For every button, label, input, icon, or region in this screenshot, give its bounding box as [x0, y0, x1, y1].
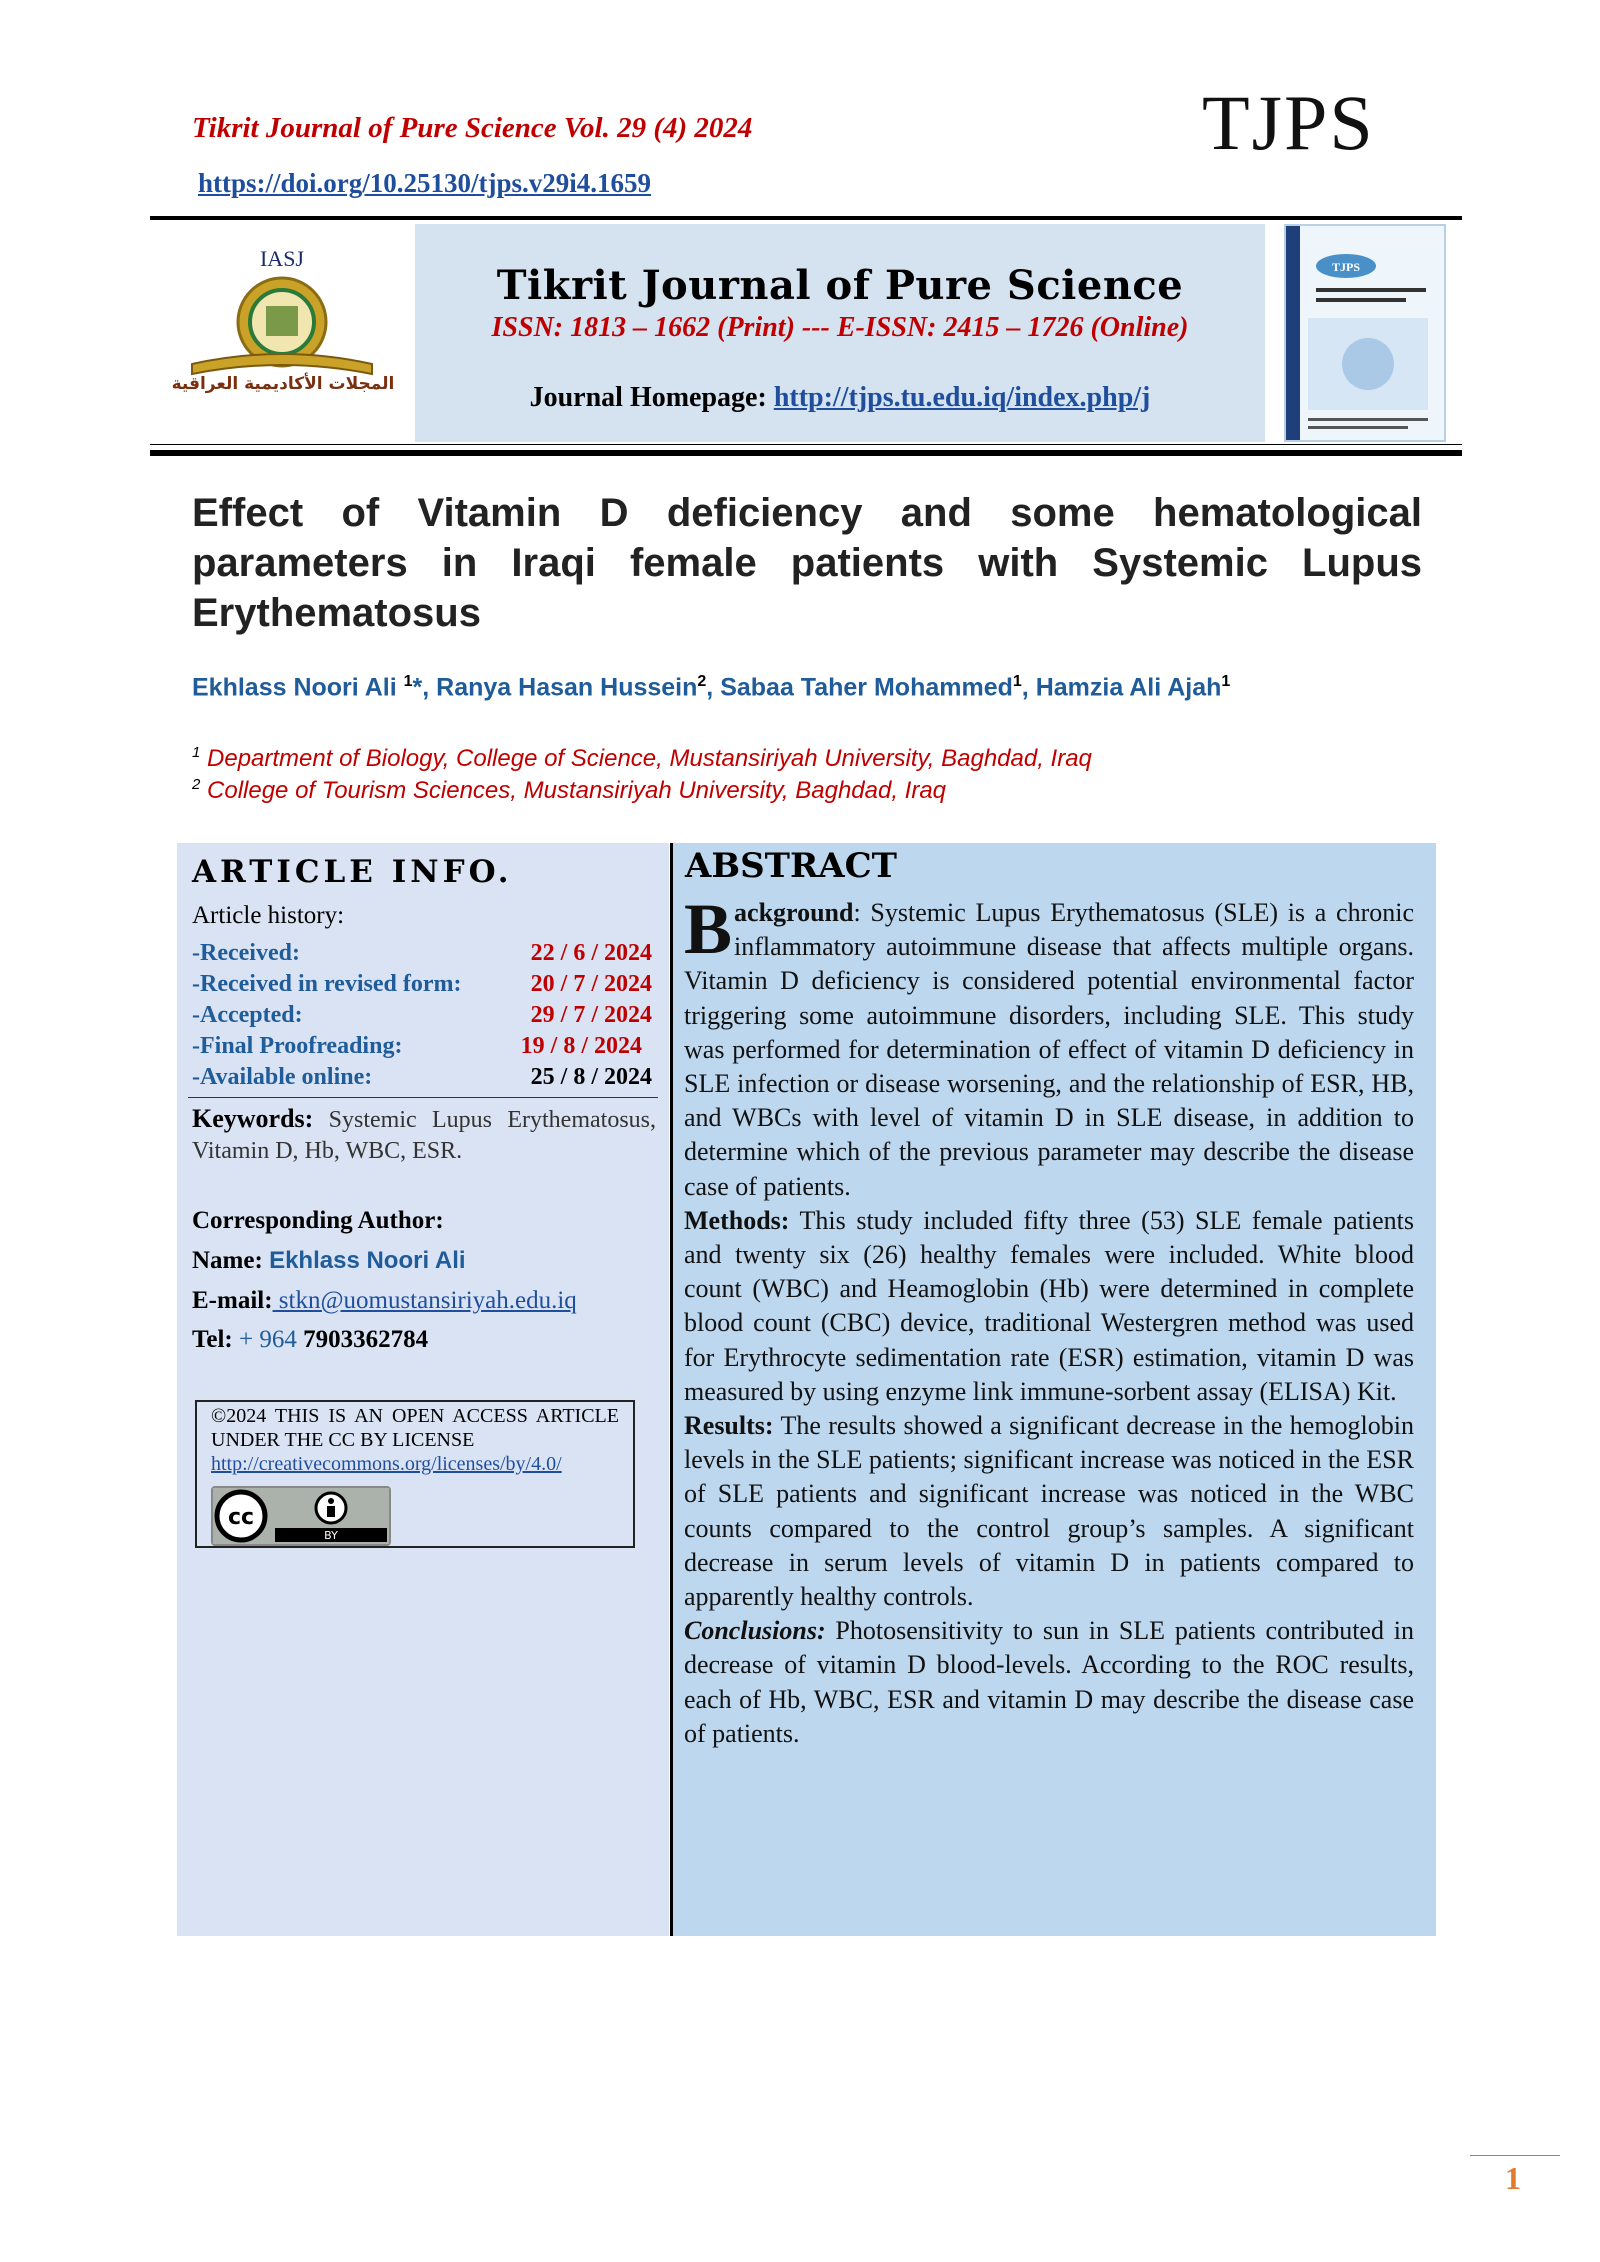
paper-title: Effect of Vitamin D deficiency and some hematological parameters in Iraqi female patients with Systemic Lupus Erythematosus — [192, 491, 1422, 635]
journal-abbrev-mark: TJPS — [1202, 79, 1375, 166]
background-label: ackground — [734, 898, 854, 927]
history-date: 19 / 8 / 2024 — [520, 1033, 642, 1059]
affiliation-sup: 2 — [192, 776, 201, 793]
affiliation-sup: 1 — [192, 744, 201, 761]
header-rule-top — [150, 216, 1462, 220]
page-number-rule — [1470, 2155, 1560, 2156]
info-divider — [188, 1097, 658, 1098]
article-history-label: Article history: — [192, 902, 345, 929]
history-date: 22 / 6 / 2024 — [530, 940, 652, 966]
journal-issn: ISSN: 1813 – 1662 (Print) --- E-ISSN: 2415 – 1726 (Online) — [491, 312, 1189, 343]
history-row — [192, 1033, 652, 1060]
article-info-heading: ARTICLE INFO. — [192, 854, 513, 890]
column-separator — [670, 843, 673, 1936]
tel-number: 7903362784 — [303, 1326, 429, 1353]
keywords — [192, 1103, 656, 1167]
cover-icon — [1286, 226, 1444, 440]
name-label: Name: — [192, 1247, 270, 1274]
journal-citation-line: Tikrit Journal of Pure Science Vol. 29 (4) 2024 — [192, 112, 753, 144]
author-name: Sabaa Taher Mohammed — [720, 673, 1013, 702]
affiliation-text: Department of Biology, College of Science, Mustansiriyah University, Baghdad, Iraq — [200, 745, 1092, 772]
author-mark: , — [706, 673, 721, 702]
affiliation-text: College of Tourism Sciences, Mustansiriyah University, Baghdad, Iraq — [200, 777, 947, 804]
affiliation-1 — [192, 744, 1092, 773]
abstract-background — [684, 889, 1414, 1204]
license-text — [211, 1404, 619, 1476]
author-affil-sup: 1 — [1012, 673, 1022, 690]
author-affil-sup: 2 — [697, 673, 707, 690]
svg-text:BY: BY — [324, 1529, 338, 1542]
abstract-results — [684, 1409, 1414, 1614]
page-number: 1 — [1505, 2160, 1521, 2196]
email-link[interactable]: stkn@uomustansiriyah.edu.iq — [272, 1287, 577, 1314]
history-row — [192, 1064, 652, 1091]
doi-link[interactable] — [198, 168, 651, 199]
results-label: Results: — [684, 1411, 774, 1441]
svg-text:cc: cc — [227, 1505, 255, 1530]
corresponding-name — [192, 1247, 466, 1275]
abstract-conclusions — [684, 1614, 1414, 1751]
history-label: -Available online: — [192, 1064, 373, 1090]
abstract-methods — [684, 1204, 1414, 1409]
author-mark: , — [1021, 673, 1036, 702]
name-value: Ekhlass Noori Ali — [269, 1247, 466, 1274]
corresponding-email — [192, 1287, 577, 1315]
email-label: E-mail: — [192, 1287, 273, 1314]
history-date: 29 / 7 / 2024 — [530, 1002, 652, 1028]
conclusions-text: Photosensitivity to sun in SLE patients contributed in decrease of vitamin D blood-levels. According to the ROC results, each of Hb, WBC, ESR and vitamin D may describe the disease case of patients. — [684, 1616, 1414, 1748]
corresponding-author-label: Corresponding Author: — [192, 1207, 444, 1234]
cc-by-icon — [213, 1488, 389, 1544]
history-row — [192, 1002, 652, 1029]
author-name: Hamzia Ali Ajah — [1035, 673, 1222, 702]
author-name: Ekhlass Noori Ali — [192, 673, 404, 702]
journal-cover-thumbnail — [1284, 224, 1446, 442]
conclusions-label: Conclusions: — [684, 1616, 826, 1646]
cc-by-badge — [211, 1486, 391, 1546]
svg-text:TJPS: TJPS — [1331, 260, 1361, 274]
results-text: The results showed a significant decrease in the hemoglobin levels in the SLE patients; significant increase was noticed in the ESR of SLE patients and significant increase was noticed in the WBC counts compared to the control group’s samples. A significant decrease in serum levels of vitamin D in patients compared to apparently healthy controls. — [684, 1411, 1414, 1612]
author-affil-sup: 1 — [1221, 673, 1231, 690]
history-label: -Accepted: — [192, 1002, 303, 1028]
history-date: 25 / 8 / 2024 — [530, 1064, 652, 1090]
journal-banner-title: Tikrit Journal of Pure Science — [496, 262, 1184, 309]
abstract-dropcap: B — [684, 889, 733, 969]
svg-text:IASJ: IASJ — [259, 246, 305, 271]
history-row — [192, 971, 652, 998]
affiliation-2 — [192, 776, 946, 805]
doi-link-text[interactable]: https://doi.org/10.25130/tjps.v29i4.1659 — [198, 168, 652, 198]
background-text: : Systemic Lupus Erythematosus (SLE) is a chronic inflammatory autoimmune disease that affects multiple organs. Vitamin D deficiency is considered potential environmental factor triggering some autoimmune disorders, including SLE. This study was performed for determination of effect of vitamin D deficiency in SLE infection or disease worsening, and the relationship of ESR, HB, and WBCs with level of vitamin D in SLE disease, in addition to determine which of the previous parameter may describe the disease case of patients. — [684, 898, 1414, 1201]
homepage-label: Journal Homepage: — [529, 382, 774, 413]
author-affil-sup: 1 — [403, 673, 413, 690]
journal-homepage — [415, 382, 1265, 414]
abstract-heading: ABSTRACT — [685, 846, 897, 886]
author-list — [192, 673, 1230, 702]
history-date: 20 / 7 / 2024 — [530, 971, 652, 997]
author-name: Ranya Hasan Hussein — [436, 673, 698, 702]
history-label: -Received: — [192, 940, 300, 966]
abstract-body — [684, 889, 1414, 1751]
tel-label: Tel: — [192, 1326, 239, 1353]
header-rule-bottom — [150, 450, 1462, 456]
homepage-link[interactable]: http://tjps.tu.edu.iq/index.php/j — [773, 382, 1151, 413]
keywords-text: Systemic Lupus Erythematosus, Vitamin D, Hb, WBC, ESR. — [192, 1107, 656, 1164]
author-mark: *, — [412, 673, 437, 702]
keywords-label: Keywords: — [192, 1104, 314, 1133]
corresponding-tel — [192, 1326, 428, 1354]
history-label: -Received in revised form: — [192, 971, 462, 997]
tel-code: + 964 — [239, 1326, 304, 1353]
iasj-logo-caption: المجلات الأكاديمية العراقية — [171, 374, 395, 394]
license-statement: ©2024 THIS IS AN OPEN ACCESS ARTICLE UNDER THE CC BY LICENSE — [211, 1405, 619, 1451]
methods-label: Methods: — [684, 1205, 790, 1235]
license-link[interactable]: http://creativecommons.org/licenses/by/4.0/ — [211, 1453, 562, 1475]
methods-text: This study included fifty three (53) SLE female patients and twenty six (26) healthy females were included. White blood count (WBC) and Heamoglobin (Hb) were determined in complete blood count (CBC) device, traditional Westergren method was used for Erythrocyte sedimentation rate (ESR) estimation, vitamin D was measured by using enzyme link immune-sorbent assay (ELISA) Kit. — [684, 1205, 1414, 1406]
header-rule-thin — [150, 444, 1462, 445]
history-row — [192, 940, 652, 967]
history-label: -Final Proofreading: — [192, 1033, 403, 1059]
